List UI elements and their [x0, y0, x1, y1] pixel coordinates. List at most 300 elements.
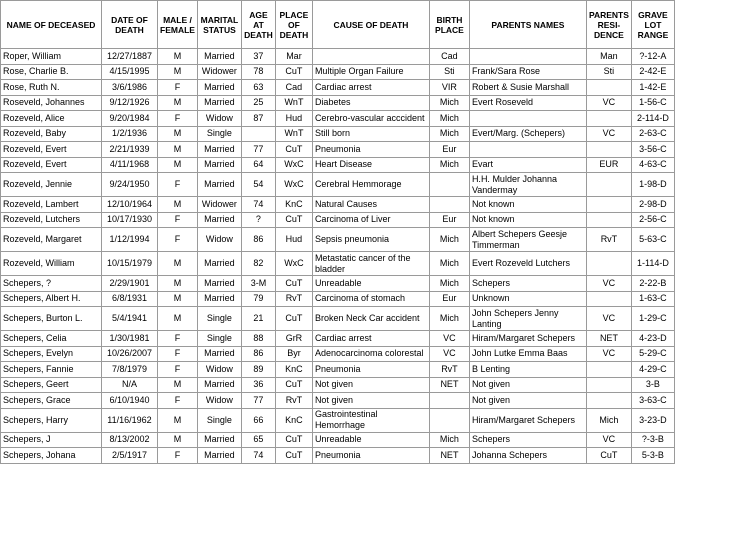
cell-grave: 3-56-C — [631, 142, 674, 158]
cell-marital: Widow — [197, 111, 241, 127]
cell-marital: Single — [197, 408, 241, 432]
cell-age: 21 — [241, 307, 275, 331]
cell-date: 2/5/1917 — [102, 448, 158, 464]
cell-birth: VIR — [429, 80, 469, 96]
header-name: NAME OF DECEASED — [1, 1, 102, 49]
cell-date: 2/21/1939 — [102, 142, 158, 158]
cell-cause: Gastrointestinal Hemorrhage — [312, 408, 429, 432]
cell-sex: M — [158, 276, 198, 292]
cell-name: Rozeveld, Margaret — [1, 228, 102, 252]
cell-date: 2/29/1901 — [102, 276, 158, 292]
cell-parents: Albert Schepers Geesje Timmerman — [469, 228, 586, 252]
header-row — [1, 1, 675, 49]
cell-birth: NET — [429, 448, 469, 464]
cell-name: Rozeveld, William — [1, 252, 102, 276]
header-place: PLACE OF DEATH — [275, 1, 312, 49]
cell-residence — [586, 80, 631, 96]
table-row — [1, 173, 675, 197]
cell-place: WxC — [275, 252, 312, 276]
cell-residence: VC — [586, 432, 631, 448]
header-marital: MARITAL STATUS — [197, 1, 241, 49]
cell-age: 77 — [241, 393, 275, 409]
cell-place: CuT — [275, 212, 312, 228]
cell-parents: B Lenting — [469, 362, 586, 378]
cell-residence: NET — [586, 331, 631, 347]
cell-date: 10/15/1979 — [102, 252, 158, 276]
cell-grave: 2-114-D — [631, 111, 674, 127]
cell-sex: F — [158, 331, 198, 347]
cell-parents: Evert Roseveld — [469, 95, 586, 111]
cell-age: 78 — [241, 64, 275, 80]
cell-name: Roper, William — [1, 49, 102, 65]
cell-place: Hud — [275, 111, 312, 127]
cell-marital: Married — [197, 252, 241, 276]
cell-birth: Sti — [429, 64, 469, 80]
table-row — [1, 346, 675, 362]
cell-grave: 1-114-D — [631, 252, 674, 276]
cell-cause: Heart Disease — [312, 157, 429, 173]
cell-place: CuT — [275, 307, 312, 331]
cell-name: Rozeveld, Baby — [1, 126, 102, 142]
cell-parents: Evert Rozeveld Lutchers — [469, 252, 586, 276]
cell-place: Byr — [275, 346, 312, 362]
cell-place: RvT — [275, 291, 312, 307]
cell-name: Schepers, Geert — [1, 377, 102, 393]
cell-marital: Widow — [197, 228, 241, 252]
cell-parents — [469, 142, 586, 158]
cell-residence — [586, 252, 631, 276]
cell-grave: 4-23-D — [631, 331, 674, 347]
cell-marital: Widow — [197, 393, 241, 409]
cell-cause: Diabetes — [312, 95, 429, 111]
cell-sex: F — [158, 346, 198, 362]
cell-date: 4/11/1968 — [102, 157, 158, 173]
cell-birth: Eur — [429, 212, 469, 228]
table-row — [1, 393, 675, 409]
table-row — [1, 408, 675, 432]
cell-birth — [429, 173, 469, 197]
table-row — [1, 80, 675, 96]
cell-residence — [586, 212, 631, 228]
table-row — [1, 331, 675, 347]
cell-date: 9/24/1950 — [102, 173, 158, 197]
cell-place: CuT — [275, 276, 312, 292]
table-row — [1, 291, 675, 307]
cell-age: ? — [241, 212, 275, 228]
cell-marital: Married — [197, 80, 241, 96]
cell-place: KnC — [275, 408, 312, 432]
cell-name: Roseveld, Johannes — [1, 95, 102, 111]
cell-place: RvT — [275, 393, 312, 409]
cell-residence: VC — [586, 126, 631, 142]
cell-place: Hud — [275, 228, 312, 252]
cell-sex: F — [158, 393, 198, 409]
cell-name: Schepers, Evelyn — [1, 346, 102, 362]
cell-parents: H.H. Mulder Johanna Vandermay — [469, 173, 586, 197]
cell-date: 1/30/1981 — [102, 331, 158, 347]
cell-marital: Widower — [197, 197, 241, 213]
cell-sex: F — [158, 173, 198, 197]
cell-residence: VC — [586, 307, 631, 331]
cell-place: CuT — [275, 448, 312, 464]
cell-place: GrR — [275, 331, 312, 347]
cell-residence: Man — [586, 49, 631, 65]
cell-sex: M — [158, 95, 198, 111]
cell-sex: M — [158, 408, 198, 432]
cell-parents: Frank/Sara Rose — [469, 64, 586, 80]
cell-residence: VC — [586, 346, 631, 362]
cell-marital: Single — [197, 126, 241, 142]
cell-marital: Married — [197, 377, 241, 393]
cell-age: 82 — [241, 252, 275, 276]
cell-parents: Robert & Susie Marshall — [469, 80, 586, 96]
cell-parents: Johanna Schepers — [469, 448, 586, 464]
cell-residence: RvT — [586, 228, 631, 252]
cell-parents: Hiram/Margaret Schepers — [469, 331, 586, 347]
cell-name: Schepers, Fannie — [1, 362, 102, 378]
cell-age: 87 — [241, 111, 275, 127]
table-row — [1, 377, 675, 393]
cell-grave: 1-56-C — [631, 95, 674, 111]
cell-sex: M — [158, 49, 198, 65]
cell-birth: Mich — [429, 307, 469, 331]
cell-place: CuT — [275, 142, 312, 158]
cell-sex: M — [158, 64, 198, 80]
cell-marital: Married — [197, 49, 241, 65]
cell-grave: ?-12-A — [631, 49, 674, 65]
cell-parents: John Schepers Jenny Lanting — [469, 307, 586, 331]
cell-parents: John Lutke Emma Baas — [469, 346, 586, 362]
cell-name: Schepers, Johana — [1, 448, 102, 464]
cell-sex: F — [158, 362, 198, 378]
cell-marital: Married — [197, 291, 241, 307]
cell-residence — [586, 173, 631, 197]
cell-birth: Mich — [429, 126, 469, 142]
cell-grave: 5-3-B — [631, 448, 674, 464]
cell-name: Rozeveld, Lutchers — [1, 212, 102, 228]
cell-residence: Sti — [586, 64, 631, 80]
cell-grave: 2-42-E — [631, 64, 674, 80]
cell-date: 10/17/1930 — [102, 212, 158, 228]
cell-date: 4/15/1995 — [102, 64, 158, 80]
cell-parents: Not known — [469, 197, 586, 213]
cell-name: Schepers, ? — [1, 276, 102, 292]
cell-date: 6/10/1940 — [102, 393, 158, 409]
cell-cause: Carcinoma of stomach — [312, 291, 429, 307]
cell-date: 9/20/1984 — [102, 111, 158, 127]
cell-grave: 1-98-D — [631, 173, 674, 197]
cell-place: WnT — [275, 95, 312, 111]
cell-sex: M — [158, 197, 198, 213]
cell-birth: Mich — [429, 276, 469, 292]
cell-sex: F — [158, 448, 198, 464]
cell-date: 6/8/1931 — [102, 291, 158, 307]
cell-date: N/A — [102, 377, 158, 393]
cell-grave: 2-56-C — [631, 212, 674, 228]
cell-sex: M — [158, 126, 198, 142]
cell-grave: 2-98-D — [631, 197, 674, 213]
cell-age: 74 — [241, 197, 275, 213]
cell-age: 64 — [241, 157, 275, 173]
cell-age: 79 — [241, 291, 275, 307]
header-cause: CAUSE OF DEATH — [312, 1, 429, 49]
header-grave: GRAVE LOT RANGE — [631, 1, 674, 49]
cell-place: KnC — [275, 197, 312, 213]
cell-cause: Cardiac arrest — [312, 331, 429, 347]
cell-place: WxC — [275, 157, 312, 173]
table-row — [1, 212, 675, 228]
cell-grave: 2-22-B — [631, 276, 674, 292]
cell-grave: 2-63-C — [631, 126, 674, 142]
cell-date: 12/10/1964 — [102, 197, 158, 213]
cell-parents: Schepers — [469, 432, 586, 448]
cell-parents: Schepers — [469, 276, 586, 292]
table-row — [1, 126, 675, 142]
table-row — [1, 448, 675, 464]
cell-residence: VC — [586, 95, 631, 111]
cell-birth: Mich — [429, 432, 469, 448]
cell-grave: 5-63-C — [631, 228, 674, 252]
cell-date: 1/12/1994 — [102, 228, 158, 252]
cell-grave: 4-29-C — [631, 362, 674, 378]
cell-parents: Evert/Marg. (Schepers) — [469, 126, 586, 142]
cell-marital: Married — [197, 157, 241, 173]
cell-parents: Hiram/Margaret Schepers — [469, 408, 586, 432]
cell-residence: VC — [586, 276, 631, 292]
cell-residence: EUR — [586, 157, 631, 173]
cell-birth: VC — [429, 331, 469, 347]
table-row — [1, 142, 675, 158]
cell-birth: Mich — [429, 228, 469, 252]
cell-place: WxC — [275, 173, 312, 197]
cell-cause: Cardiac arrest — [312, 80, 429, 96]
cell-birth: Mich — [429, 252, 469, 276]
cell-birth: Mich — [429, 157, 469, 173]
cell-sex: F — [158, 228, 198, 252]
cell-name: Rose, Charlie B. — [1, 64, 102, 80]
cell-birth: VC — [429, 346, 469, 362]
cell-sex: M — [158, 157, 198, 173]
cell-age: 36 — [241, 377, 275, 393]
cell-cause: Carcinoma of Liver — [312, 212, 429, 228]
cell-sex: M — [158, 432, 198, 448]
cell-residence — [586, 197, 631, 213]
cell-age: 77 — [241, 142, 275, 158]
cell-age — [241, 126, 275, 142]
cell-date: 3/6/1986 — [102, 80, 158, 96]
cell-name: Schepers, J — [1, 432, 102, 448]
header-sex: MALE / FEMALE — [158, 1, 198, 49]
table-row — [1, 362, 675, 378]
cell-grave: 4-63-C — [631, 157, 674, 173]
cell-name: Rozeveld, Lambert — [1, 197, 102, 213]
cell-residence — [586, 111, 631, 127]
cell-marital: Widow — [197, 362, 241, 378]
cell-date: 10/26/2007 — [102, 346, 158, 362]
cell-name: Schepers, Celia — [1, 331, 102, 347]
header-birth: BIRTH PLACE — [429, 1, 469, 49]
cell-marital: Single — [197, 307, 241, 331]
cell-place: Mar — [275, 49, 312, 65]
cell-date: 8/13/2002 — [102, 432, 158, 448]
cell-marital: Married — [197, 432, 241, 448]
header-date: DATE OF DEATH — [102, 1, 158, 49]
cell-age: 74 — [241, 448, 275, 464]
table-row — [1, 276, 675, 292]
cell-age: 63 — [241, 80, 275, 96]
cell-sex: F — [158, 111, 198, 127]
cell-parents: Unknown — [469, 291, 586, 307]
cell-place: CuT — [275, 64, 312, 80]
cell-cause: Metastatic cancer of the bladder — [312, 252, 429, 276]
cell-age: 89 — [241, 362, 275, 378]
cell-age: 88 — [241, 331, 275, 347]
cell-marital: Married — [197, 142, 241, 158]
cell-cause: Cerebral Hemmorage — [312, 173, 429, 197]
cell-age: 65 — [241, 432, 275, 448]
cell-sex: M — [158, 252, 198, 276]
table-row — [1, 432, 675, 448]
table-row — [1, 228, 675, 252]
cell-grave: 1-29-C — [631, 307, 674, 331]
cell-parents: Not given — [469, 393, 586, 409]
cell-name: Schepers, Harry — [1, 408, 102, 432]
cell-marital: Married — [197, 346, 241, 362]
cell-age: 54 — [241, 173, 275, 197]
cell-birth: RvT — [429, 362, 469, 378]
table-row — [1, 252, 675, 276]
cell-marital: Married — [197, 173, 241, 197]
cell-residence — [586, 377, 631, 393]
cell-marital: Married — [197, 212, 241, 228]
cell-grave: 3-63-C — [631, 393, 674, 409]
cell-date: 11/16/1962 — [102, 408, 158, 432]
cell-cause: Still born — [312, 126, 429, 142]
cell-cause: Broken Neck Car accident — [312, 307, 429, 331]
cell-marital: Married — [197, 276, 241, 292]
cell-cause: Pneumonia — [312, 362, 429, 378]
cell-sex: M — [158, 307, 198, 331]
cell-grave: 5-29-C — [631, 346, 674, 362]
header-age: AGE AT DEATH — [241, 1, 275, 49]
cell-birth: Eur — [429, 142, 469, 158]
table-row — [1, 307, 675, 331]
cell-cause: Pneumonia — [312, 142, 429, 158]
table-row — [1, 49, 675, 65]
cell-date: 5/4/1941 — [102, 307, 158, 331]
cell-grave: 1-63-C — [631, 291, 674, 307]
cell-age: 3-M — [241, 276, 275, 292]
cell-place: Cad — [275, 80, 312, 96]
cell-cause: Unreadable — [312, 432, 429, 448]
cell-cause — [312, 49, 429, 65]
table-row — [1, 111, 675, 127]
cell-cause: Multiple Organ Failure — [312, 64, 429, 80]
cell-parents: Not known — [469, 212, 586, 228]
cell-age: 37 — [241, 49, 275, 65]
table-row — [1, 64, 675, 80]
cell-sex: M — [158, 377, 198, 393]
cell-date: 9/12/1926 — [102, 95, 158, 111]
cell-marital: Widower — [197, 64, 241, 80]
cell-birth: Mich — [429, 111, 469, 127]
cell-place: KnC — [275, 362, 312, 378]
cell-marital: Single — [197, 331, 241, 347]
cell-cause: Natural Causes — [312, 197, 429, 213]
cell-residence: Mich — [586, 408, 631, 432]
cell-parents: Not given — [469, 377, 586, 393]
cell-birth — [429, 393, 469, 409]
cell-place: WnT — [275, 126, 312, 142]
cell-parents — [469, 49, 586, 65]
cell-birth: Eur — [429, 291, 469, 307]
cell-name: Schepers, Grace — [1, 393, 102, 409]
header-residence: PARENTS RESI-DENCE — [586, 1, 631, 49]
table-row — [1, 157, 675, 173]
cell-cause: Not given — [312, 377, 429, 393]
cell-age: 86 — [241, 346, 275, 362]
cell-cause: Adenocarcinoma colorestal — [312, 346, 429, 362]
cell-name: Rozeveld, Alice — [1, 111, 102, 127]
cell-place: CuT — [275, 377, 312, 393]
cell-age: 66 — [241, 408, 275, 432]
cell-birth — [429, 408, 469, 432]
cell-grave: 3-B — [631, 377, 674, 393]
header-parents: PARENTS NAMES — [469, 1, 586, 49]
cell-name: Rozeveld, Evert — [1, 142, 102, 158]
cell-date: 7/8/1979 — [102, 362, 158, 378]
cell-name: Rose, Ruth N. — [1, 80, 102, 96]
cell-sex: F — [158, 80, 198, 96]
cell-birth: NET — [429, 377, 469, 393]
cell-name: Rozeveld, Evert — [1, 157, 102, 173]
cell-birth — [429, 197, 469, 213]
cell-marital: Married — [197, 448, 241, 464]
cell-grave: ?-3-B — [631, 432, 674, 448]
cell-cause: Unreadable — [312, 276, 429, 292]
cell-residence: CuT — [586, 448, 631, 464]
cell-place: CuT — [275, 432, 312, 448]
cell-birth: Mich — [429, 95, 469, 111]
cell-sex: M — [158, 142, 198, 158]
cell-cause: Pneumonia — [312, 448, 429, 464]
table-row — [1, 197, 675, 213]
cell-residence — [586, 393, 631, 409]
cell-parents: Evart — [469, 157, 586, 173]
cell-age: 86 — [241, 228, 275, 252]
cell-parents — [469, 111, 586, 127]
cell-marital: Married — [197, 95, 241, 111]
cell-residence — [586, 142, 631, 158]
cell-grave: 1-42-E — [631, 80, 674, 96]
cell-name: Schepers, Albert H. — [1, 291, 102, 307]
cell-sex: F — [158, 212, 198, 228]
cell-cause: Sepsis pneumonia — [312, 228, 429, 252]
cell-sex: M — [158, 291, 198, 307]
cell-date: 1/2/1936 — [102, 126, 158, 142]
cell-name: Rozeveld, Jennie — [1, 173, 102, 197]
table-row — [1, 95, 675, 111]
cell-grave: 3-23-D — [631, 408, 674, 432]
cell-birth: Cad — [429, 49, 469, 65]
cell-cause: Not given — [312, 393, 429, 409]
cell-age: 25 — [241, 95, 275, 111]
cell-name: Schepers, Burton L. — [1, 307, 102, 331]
cell-cause: Cerebro-vascular acccident — [312, 111, 429, 127]
cell-date: 12/27/1887 — [102, 49, 158, 65]
cell-residence — [586, 362, 631, 378]
cell-residence — [586, 291, 631, 307]
